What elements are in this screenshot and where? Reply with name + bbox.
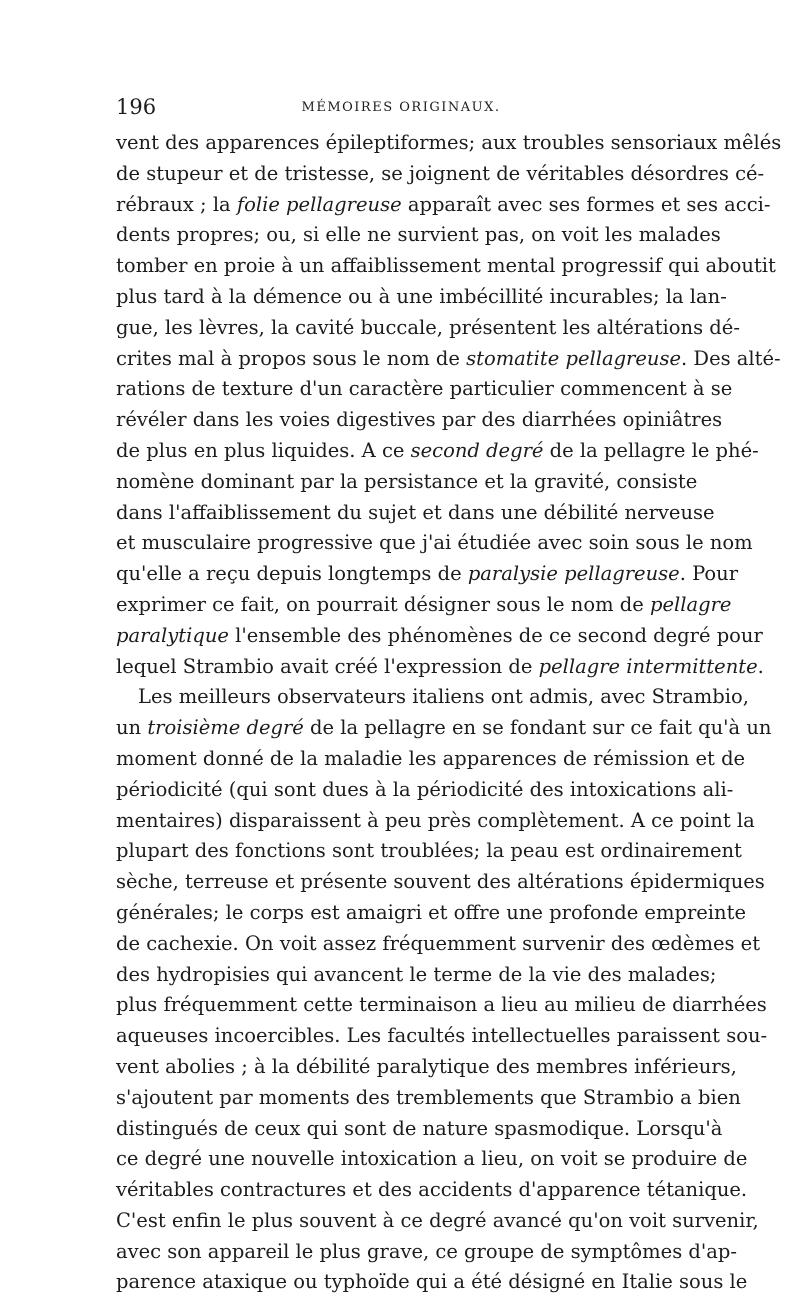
- text-run: de cachexie. On voit assez fréquemment survenir des œdèmes et: [116, 931, 761, 955]
- text-line: [116, 806, 755, 837]
- text-line: [116, 682, 749, 713]
- text-run: qu'elle a reçu depuis longtemps de: [116, 562, 468, 586]
- italic-term: pellagre intermittente: [538, 654, 758, 678]
- text-line: [116, 467, 698, 498]
- text-line: [116, 1052, 737, 1083]
- text-run: de la pellagre le phé-: [543, 438, 759, 462]
- italic-term: paralysie pellagreuse: [467, 562, 680, 586]
- text-run: l'ensemble des phénomènes de ce second degré pour: [228, 623, 763, 647]
- text-line: [116, 1206, 759, 1237]
- text-run: s'ajoutent par moments des tremblements que Strambio a bien: [116, 1085, 741, 1109]
- text-line: [116, 713, 772, 744]
- text-line: [116, 128, 782, 159]
- text-line: [116, 1021, 768, 1052]
- text-line: [116, 836, 742, 867]
- text-run: rations de texture d'un caractère particulier commencent à se: [116, 377, 733, 401]
- text-line: [116, 744, 746, 775]
- text-line: [116, 590, 732, 621]
- text-line: [116, 867, 765, 898]
- text-run: moment donné de la maladie les apparences de rémission et de: [116, 746, 746, 770]
- running-head: MÉMOIRES ORIGINAUX.: [301, 100, 501, 115]
- text-line: [116, 1267, 748, 1298]
- text-run: et musculaire progressive que j'ai étudiée avec soin sous le nom: [116, 531, 753, 555]
- text-run: dents propres; ou, si elle ne survient pas, on voit les malades: [116, 223, 721, 247]
- text-run: lequel Strambio avait créé l'expression de: [116, 654, 539, 678]
- text-line: [116, 251, 776, 282]
- text-run: vent des apparences épileptiformes; aux troubles sensoriaux mêlés: [116, 131, 782, 154]
- text-run: apparaît avec ses formes et ses acci-: [401, 192, 771, 216]
- text-run: ce degré une nouvelle intoxication a lieu, on voit se produire de: [116, 1147, 748, 1171]
- italic-term: folie pellagreuse: [236, 192, 402, 216]
- text-line: [116, 528, 753, 559]
- text-run: périodicité (qui sont dues à la périodicité des intoxications ali-: [116, 777, 734, 801]
- text-run: Les meilleurs observateurs italiens ont admis, avec Strambio,: [138, 685, 749, 709]
- text-line: [116, 159, 765, 190]
- text-line: [116, 1237, 737, 1268]
- text-line: [116, 374, 733, 405]
- text-run: de plus en plus liquides. A ce: [116, 438, 411, 462]
- text-line: [116, 898, 746, 929]
- text-run: de stupeur et de tristesse, se joignent de véritables désordres cé-: [116, 161, 765, 185]
- text-line: [116, 220, 721, 251]
- text-line: [116, 775, 734, 806]
- text-run: . Des alté-: [681, 346, 781, 370]
- text-run: plus fréquemment cette terminaison a lieu au milieu de diarrhées: [116, 993, 767, 1017]
- paragraph-2: [116, 682, 772, 1298]
- text-line: [116, 313, 740, 344]
- text-line: [116, 559, 739, 590]
- text-run: plus tard à la démence ou à une imbécillité incurables; la lan-: [116, 284, 727, 308]
- text-line: [116, 1175, 748, 1206]
- text-line: [116, 282, 727, 313]
- text-run: C'est enfin le plus souvent à ce degré avancé qu'on voit survenir,: [116, 1208, 759, 1232]
- page-header: [116, 95, 686, 125]
- text-run: gue, les lèvres, la cavité buccale, présentent les altérations dé-: [116, 315, 740, 339]
- text-line: [116, 498, 715, 529]
- italic-term: paralytique: [116, 623, 229, 647]
- text-run: dans l'affaiblissement du sujet et dans une débilité nerveuse: [116, 500, 715, 524]
- text-line: [116, 1083, 741, 1114]
- text-line: [116, 190, 771, 221]
- text-run: sèche, terreuse et présente souvent des altérations épidermiques: [116, 870, 765, 894]
- text-line: [116, 344, 781, 375]
- text-run: parence ataxique ou typhoïde qui a été désigné en Italie sous le: [116, 1270, 748, 1294]
- text-run: des hydropisies qui avancent le terme de la vie des malades;: [116, 962, 717, 986]
- text-run: plupart des fonctions sont troublées; la peau est ordinairement: [116, 839, 742, 863]
- text-run: .: [757, 654, 764, 678]
- body-text: [116, 128, 782, 1298]
- text-run: crites mal à propos sous le nom de: [116, 346, 467, 370]
- italic-term: second degré: [410, 438, 544, 462]
- text-run: tomber en proie à un affaiblissement mental progressif qui aboutit: [116, 254, 776, 278]
- text-line: [116, 405, 723, 436]
- page-number: 196: [116, 95, 157, 119]
- text-run: . Pour: [679, 562, 739, 586]
- italic-term: troisième degré: [147, 716, 304, 740]
- text-line: [116, 436, 759, 467]
- italic-term: pellagre: [649, 592, 732, 616]
- text-run: révéler dans les voies digestives par des diarrhées opiniâtres: [116, 408, 723, 432]
- italic-term: stomatite pellagreuse: [466, 346, 682, 370]
- text-run: générales; le corps est amaigri et offre une profonde empreinte: [116, 900, 746, 924]
- text-run: vent abolies ; à la débilité paralytique des membres inférieurs,: [116, 1054, 737, 1078]
- paragraph-1: [116, 128, 782, 682]
- text-line: [116, 990, 767, 1021]
- text-line: [116, 929, 761, 960]
- text-run: exprimer ce fait, on pourrait désigner sous le nom de: [116, 592, 650, 616]
- text-line: [116, 1144, 748, 1175]
- text-line: [116, 1114, 723, 1145]
- text-run: avec son appareil le plus grave, ce groupe de symptômes d'ap-: [116, 1239, 737, 1263]
- text-line: [116, 960, 717, 991]
- text-run: véritables contractures et des accidents d'apparence tétanique.: [116, 1178, 748, 1202]
- text-run: aqueuses incoercibles. Les facultés intellectuelles paraissent sou-: [116, 1024, 768, 1048]
- text-run: distingués de ceux qui sont de nature spasmodique. Lorsqu'à: [116, 1116, 723, 1140]
- text-line: [116, 652, 764, 683]
- text-run: mentaires) disparaissent à peu près complètement. A ce point la: [116, 808, 755, 832]
- text-run: rébraux ; la: [116, 192, 237, 216]
- text-run: de la pellagre en se fondant sur ce fait qu'à un: [303, 716, 772, 740]
- text-run: nomène dominant par la persistance et la gravité, consiste: [116, 469, 698, 493]
- text-run: un: [116, 716, 148, 740]
- text-line: [116, 621, 763, 652]
